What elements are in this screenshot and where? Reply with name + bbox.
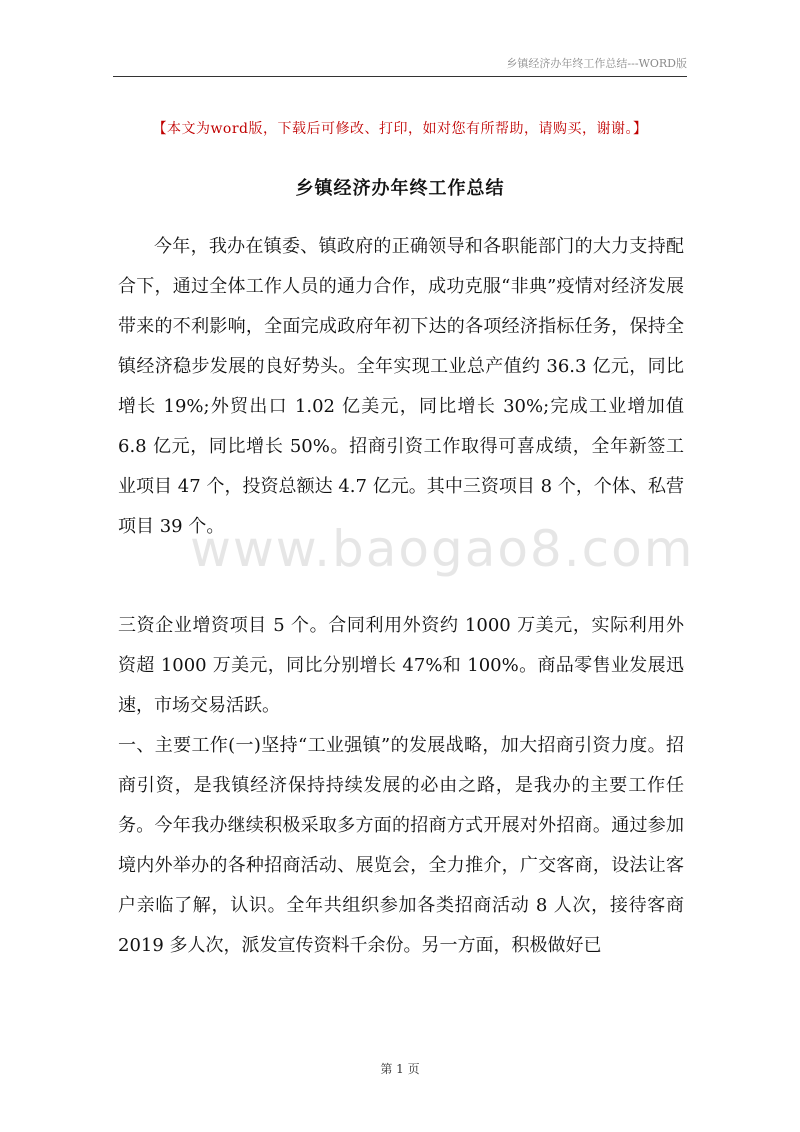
- purchase-notice: 【本文为word版，下载后可修改、打印，如对您有所帮助，请购买，谢谢。】: [152, 121, 648, 137]
- paragraph-1: 今年，我办在镇委、镇政府的正确领导和各职能部门的大力支持配合下，通过全体工作人员的通力合作，成功克服“非典”疫情对经济发展带来的不利影响，全面完成政府年初下达的各项经济指标任务，保持全镇经济稳步发展的良好势头。全年实现工业总产值约 36.3 亿元，同比增长 19%;外贸出口 1.02 亿美元，同比增长 30%;完成工业增加值 6.8 亿元，同比增长 50%。招商引资工作取得可喜成绩，全年新签工业项目 47 个，投资总额达 4.7 亿元。其中三资项目 8 个，个体、私营项目 39 个。: [118, 236, 684, 537]
- running-header: 乡镇经济办年终工作总结---WORD版: [506, 57, 687, 70]
- paragraph-3: 一、主要工作(一)坚持“工业强镇”的发展战略，加大招商引资力度。招商引资，是我镇经济保持持续发展的必由之路，是我办的主要工作任务。今年我办继续积极采取多方面的招商方式开展对外招商。通过参加境内外举办的各种招商活动、展览会，全力推介，广交客商，设法让客户亲临了解，认识。全年共组织参加各类招商活动 8 人次，接待客商 2019 多人次，派发宣传资料千余份。另一方面，积极做好已: [118, 735, 684, 956]
- header-divider: [113, 76, 687, 77]
- paragraph-2: 三资企业增资项目 5 个。合同利用外资约 1000 万美元，实际利用外资超 1000 万美元，同比分别增长 47%和 100%。商品零售业发展迅速，市场交易活跃。: [118, 615, 684, 716]
- page-number: 第 1 页: [380, 1062, 420, 1076]
- document-title: 乡镇经济办年终工作总结: [295, 178, 505, 199]
- watermark: www.baogao8.com: [190, 520, 695, 578]
